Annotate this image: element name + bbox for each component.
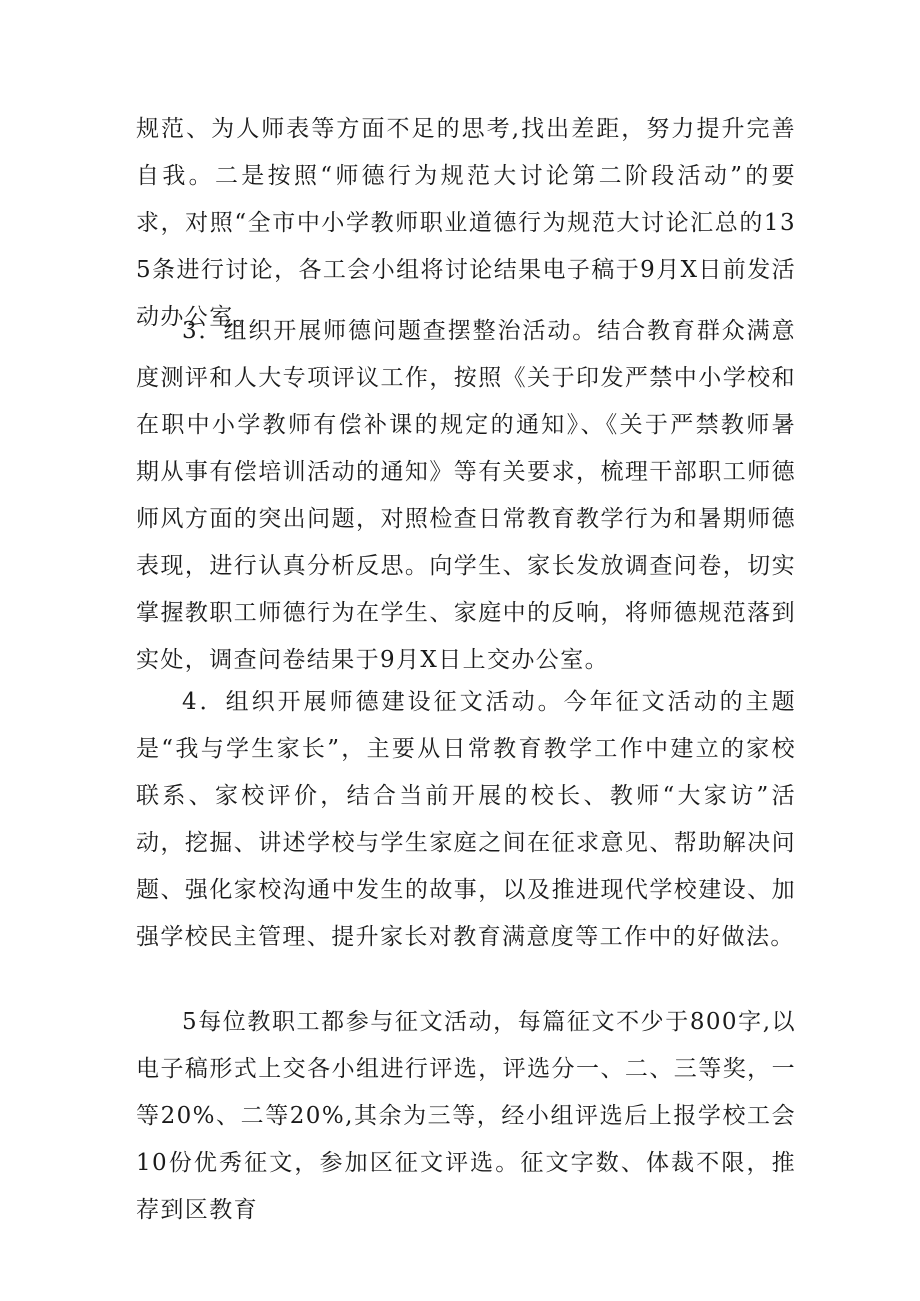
paragraph-item-4: 4．组织开展师德建设征文活动。今年征文活动的主题是“我与学生家长”，主要从日常教育教学工作中建立的家校联系、家校评价，结合当前开展的校长、教师“大家访”活动，挖掘、讲述学校与学生家庭之间在征求意见、帮助解决问题、强化家校沟通中发生的故事，以及推进现代学校建设、加强学校民主管理、提升家长对教育满意度等工作中的好做法。 <box>136 689 796 950</box>
paragraph-item-3: 3．组织开展师德问题查摆整治活动。结合教育群众满意度测评和人大专项评议工作，按照《关于印发严禁中小学校和在职中小学教师有偿补课的规定的通知》、《关于严禁教师暑期从事有偿培训活动的通知》等有关要求，梳理干部职工师德师风方面的突出问题，对照检查日常教育教学行为和暑期师德表现，进行认真分析反思。向学生、家长发放调查问卷，切实掌握教职工师德行为在学生、家庭中的反响，将师德规范落到实处，调查问卷结果于9月X日上交办公室。 <box>136 318 796 673</box>
paragraph-continuation: 规范、为人师表等方面不足的思考,找出差距，努力提升完善自我。二是按照“师德行为规范大讨论第二阶段活动”的要求，对照“全市中小学教师职业道德行为规范大讨论汇总的135条进行讨论，各工会小组将讨论结果电子稿于9月X日前发活动办公室。 <box>136 116 796 330</box>
paragraph-item-5: 5每位教职工都参与征文活动，每篇征文不少于800字,以电子稿形式上交各小组进行评选，评选分一、二、三等奖，一等20%、二等20%,其余为三等，经小组评选后上报学校工会10份优秀征文，参加区征文评选。征文字数、体裁不限，推荐到区教育 <box>136 1009 796 1223</box>
